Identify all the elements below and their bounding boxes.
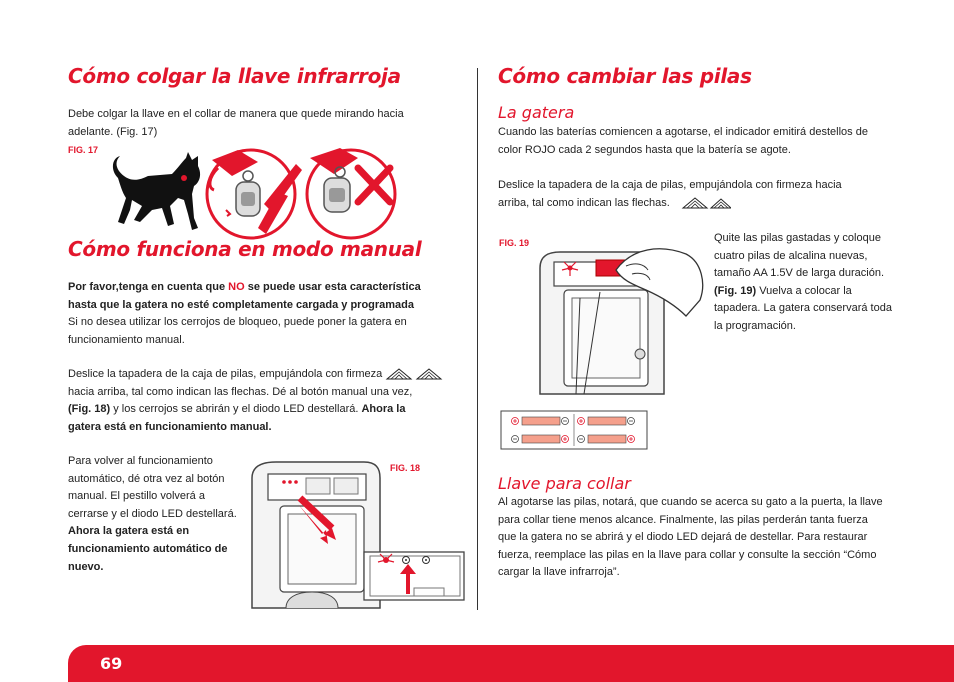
fig19-label: FIG. 19 <box>499 238 530 248</box>
slide-paragraph: Deslice la tapadera de la caja de pilas, empujándola con firmeza hacia arriba, tal como indican las flechas. <box>498 179 842 209</box>
battery-diagram <box>500 410 648 450</box>
up-arrows-icon <box>385 367 443 381</box>
fig17-illustration <box>108 148 398 242</box>
warning-paragraph: Por favor,tenga en cuenta que NO se puede usar esta característica hasta que la gatera no esté completamente cargada y programada <box>68 281 421 311</box>
gatera-paragraph: Cuando las baterías comiencen a agotarse, el indicador emitirá destellos de color ROJO cada 2 segundos hasta que la batería se agote. <box>498 126 868 156</box>
manual-intro: Si no desea utilizar los cerrojos de bloqueo, puede poner la gatera en funcionamiento manual. <box>68 316 407 346</box>
manual-steps: Deslice la tapadera de la caja de pilas, empujándola con firmeza hacia arriba, tal como indican las flechas. Dé al botón manual una vez, (Fig. 18) y los cerrojos se abrirán y el diodo LED destellará. Ahora la gatera está en funcionamiento manual. <box>68 366 458 436</box>
title-change-batteries: Cómo cambiar las pilas <box>498 64 752 88</box>
footer-bar <box>68 645 954 682</box>
auto-paragraph: Para volver al funcionamiento automático, dé otra vez al botón manual. El pestillo volverá a cerrarse y el diodo LED destellará. Ahora la gatera está en funcionamiento automático de nuevo. <box>68 455 237 573</box>
collar-paragraph: Al agotarse las pilas, notará, que cuando se acerca su gato a la puerta, la llave para collar tiene menos alcance. Finalmente, las pilas perderán tanta fuerza que la gatera no se abrirá y el diodo LED dejará de destellar. Para restaurar fuerza, reemplace las pilas en la llave para collar y consulte la sección “Cómo cargar la llave infrarroja”. <box>498 496 883 579</box>
cat-icon <box>113 152 200 230</box>
subtitle-collar-key: Llave para collar <box>498 474 631 493</box>
replace-batteries-paragraph: Quite las pilas gastadas y coloque cuatro pilas de alcalina nuevas, tamaño AA 1.5V de larga duración. (Fig. 19) Vuelva a colocar la tapadera. La gatera conservará toda la programación. <box>714 232 892 332</box>
fig18-label: FIG. 18 <box>390 463 421 473</box>
column-divider <box>477 68 478 610</box>
page-number: 69 <box>100 654 123 673</box>
fig19-illustration <box>536 244 706 396</box>
up-arrows-icon <box>673 196 731 210</box>
fig17-label: FIG. 17 <box>68 145 99 155</box>
hang-paragraph: Debe colgar la llave en el collar de manera que quede mirando hacia adelante. (Fig. 17) <box>68 108 404 138</box>
fig18-illustration <box>246 458 470 618</box>
title-manual-mode: Cómo funciona en modo manual <box>68 237 422 261</box>
title-hang-key: Cómo colgar la llave infrarroja <box>68 64 401 88</box>
subtitle-gatera: La gatera <box>498 103 575 122</box>
